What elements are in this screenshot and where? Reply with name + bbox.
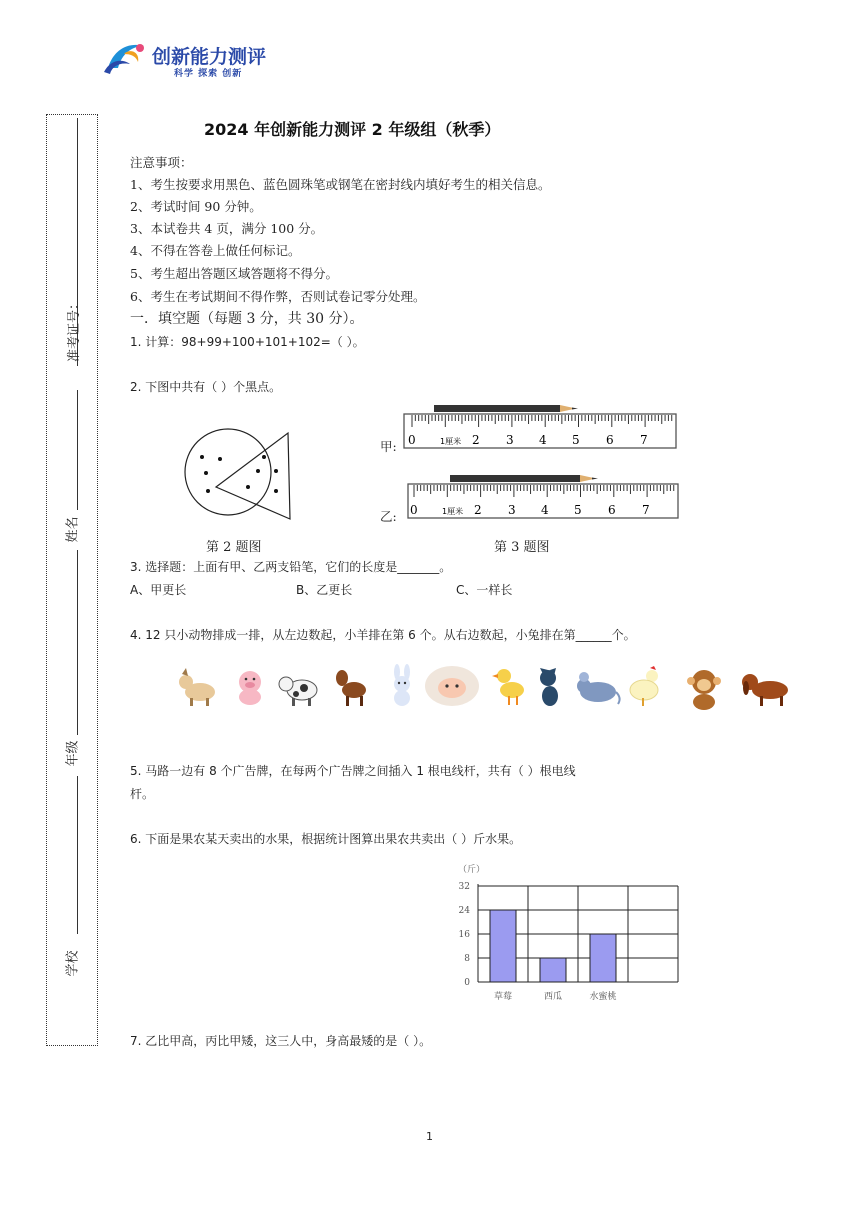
ruler-b-tick-7: 7 xyxy=(642,503,650,517)
pig-icon xyxy=(228,664,272,708)
page-title: 2024 年创新能力测评 2 年级组（秋季） xyxy=(204,120,501,139)
question-3: 3. 选择题：上面有甲、乙两支铅笔，它们的长度是_______。 xyxy=(130,560,452,574)
ruler-b-tick-0: 0 xyxy=(410,503,418,517)
note-item: 1、考生按要求用黑色、蓝色圆珠笔或钢笔在密封线内填好考生的相关信息。 xyxy=(130,177,551,192)
logo-name: 创新能力测评 xyxy=(152,46,267,68)
notes-heading: 注意事项： xyxy=(130,155,193,170)
ruler-a-tick-5: 5 xyxy=(572,433,580,447)
mouse-icon xyxy=(572,664,624,708)
ruler-a xyxy=(404,414,676,448)
chicken-icon xyxy=(624,664,668,708)
note-item: 5、考生超出答题区域答题将不得分。 xyxy=(130,266,338,281)
triangle-shape xyxy=(216,433,290,519)
y-tick-label: 8 xyxy=(464,954,470,964)
cat-icon xyxy=(528,664,572,708)
note-item: 6、考生在考试期间不得作弊，否则试卷记零分处理。 xyxy=(130,289,426,304)
pencil-b xyxy=(450,475,598,482)
grade-line xyxy=(77,550,78,735)
question-5-line-2: 杆。 xyxy=(130,787,155,801)
page-number: 1 xyxy=(426,1130,433,1143)
section-heading: 一．填空题（每题 3 分，共 30 分）。 xyxy=(130,311,364,327)
question-5-line-1: 5. 马路一边有 8 个广告牌，在每两个广告牌之间插入 1 根电线杆，共有（ ）根电线 xyxy=(130,764,576,778)
ruler-a-unit: 1厘米 xyxy=(440,437,462,446)
school-label: 学校 xyxy=(65,950,81,977)
bar xyxy=(540,958,566,982)
y-tick-label: 24 xyxy=(458,906,470,916)
black-dot xyxy=(262,455,266,459)
q3-option-a: A、甲更长 xyxy=(130,583,187,597)
ruler-b-tick-3: 3 xyxy=(508,503,516,517)
ruler-b-tick-5: 5 xyxy=(574,503,582,517)
question-2: 2. 下图中共有（ ）个黑点。 xyxy=(130,380,282,394)
q3-option-b: B、乙更长 xyxy=(296,583,353,597)
note-item: 3、本试卷共 4 页，满分 100 分。 xyxy=(130,221,324,236)
figure-2-caption: 第 2 题图 xyxy=(206,540,262,555)
name-line xyxy=(77,390,78,510)
figure-3-caption: 第 3 题图 xyxy=(494,540,550,555)
logo xyxy=(100,38,280,80)
ruler-b-tick-6: 6 xyxy=(608,503,616,517)
x-tick-label: 草莓 xyxy=(493,992,513,1002)
black-dot xyxy=(218,457,222,461)
grade-label: 年级 xyxy=(65,740,81,767)
black-dot xyxy=(274,469,278,473)
question-6: 6. 下面是果农某天卖出的水果，根据统计图算出果农共卖出（ ）斤水果。 xyxy=(130,832,522,846)
name-label: 姓名 xyxy=(65,516,81,543)
school-line xyxy=(77,776,78,934)
x-tick-label: 水蜜桃 xyxy=(589,992,617,1002)
exam-id-label: 准考证号： xyxy=(67,296,83,363)
logo-icon xyxy=(100,38,150,78)
horse-icon xyxy=(330,664,374,708)
ruler-b-label: 乙: xyxy=(380,509,397,524)
ruler-a-tick-3: 3 xyxy=(506,433,514,447)
duck-icon xyxy=(486,664,530,708)
ruler-b-unit: 1厘米 xyxy=(442,507,464,516)
bar xyxy=(590,934,616,982)
question-7: 7. 乙比甲高，丙比甲矮，这三人中，身高最矮的是（ ）。 xyxy=(130,1034,432,1048)
fruit-sales-chart xyxy=(440,860,700,1010)
binding-strip xyxy=(46,114,98,1046)
logo-slogan: 科学 探索 创新 xyxy=(174,69,243,79)
pencil-a xyxy=(434,405,578,412)
cow-icon xyxy=(276,664,320,708)
ruler-a-tick-6: 6 xyxy=(606,433,614,447)
ruler-a-tick-0: 0 xyxy=(408,433,416,447)
y-tick-label: 16 xyxy=(458,930,470,940)
ruler-b-tick-2: 2 xyxy=(474,503,482,517)
ruler-a-tick-7: 7 xyxy=(640,433,648,447)
rabbit-icon xyxy=(380,664,424,708)
black-dot xyxy=(256,469,260,473)
x-tick-label: 西瓜 xyxy=(543,992,563,1002)
black-dot xyxy=(204,471,208,475)
ruler-a-tick-2: 2 xyxy=(472,433,480,447)
black-dot xyxy=(246,485,250,489)
note-item: 2、考试时间 90 分钟。 xyxy=(130,199,262,214)
question-4: 4. 12 只小动物排成一排，从左边数起，小羊排在第 6 个。从右边数起，小兔排在第______个。 xyxy=(130,628,636,642)
monkey-icon xyxy=(680,664,728,712)
ruler-a-label: 甲: xyxy=(380,439,397,454)
sheep-icon xyxy=(422,662,482,710)
q3-option-c: C、一样长 xyxy=(456,583,513,597)
dog-icon xyxy=(736,664,796,712)
black-dot xyxy=(200,455,204,459)
ruler-a-tick-4: 4 xyxy=(539,433,547,447)
y-axis-unit: （斤） xyxy=(458,865,486,875)
ruler-b xyxy=(408,484,678,518)
bar xyxy=(490,910,516,982)
note-item: 4、不得在答卷上做任何标记。 xyxy=(130,243,301,258)
black-dot xyxy=(274,489,278,493)
question-1: 1. 计算：98+99+100+101+102=（ ）。 xyxy=(130,335,365,349)
venn-figure xyxy=(180,425,310,525)
black-dot xyxy=(206,489,210,493)
goat-icon xyxy=(176,664,220,708)
ruler-figure xyxy=(400,398,700,528)
y-tick-label: 0 xyxy=(464,978,470,988)
y-tick-label: 32 xyxy=(458,882,470,892)
ruler-b-tick-4: 4 xyxy=(541,503,549,517)
